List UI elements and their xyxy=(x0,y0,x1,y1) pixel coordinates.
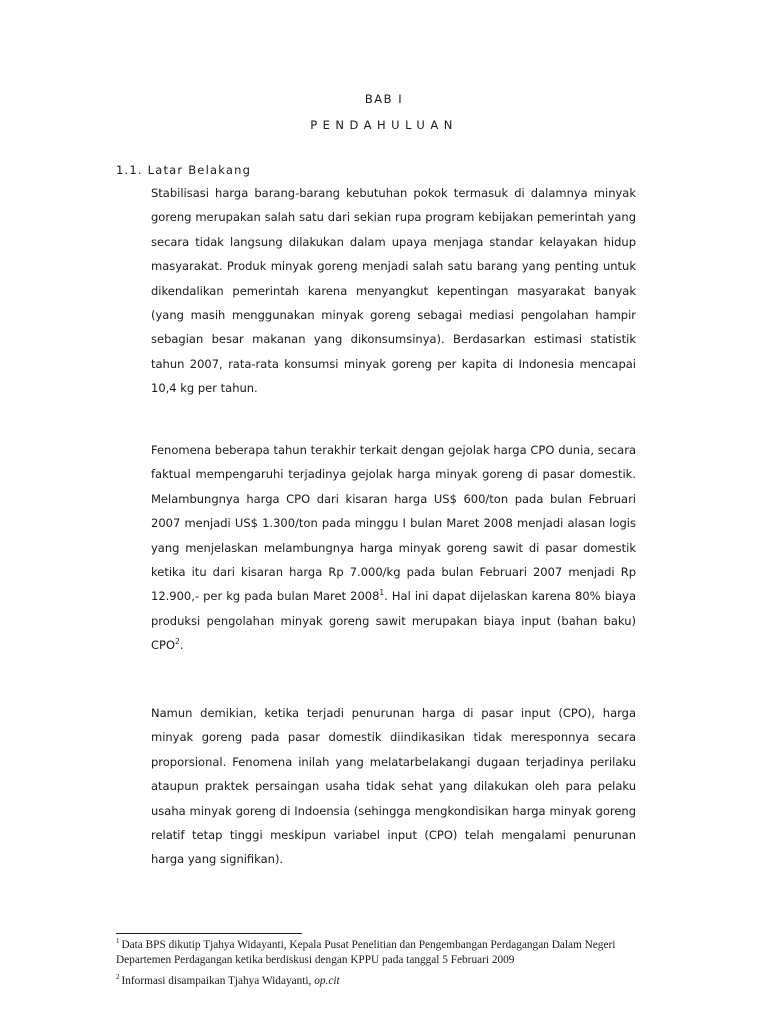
footnote-1 xyxy=(116,938,656,967)
footnote-ref-1: 1 xyxy=(379,588,385,598)
footnote-1-text: Data BPS dikutip Tjahya Widayanti, Kepala Pusat Penelitian dan Pengembangan Perdagangan Dalam Negeri Departemen Perdagangan ketika berdiskusi dengan KPPU pada tanggal 5 Februari 2009 xyxy=(116,939,616,966)
paragraph-3: Namun demikian, ketika terjadi penurunan harga di pasar input (CPO), harga minyak goreng pada pasar domestik diindikasikan tidak meresponnya secara proporsional. Fenomena inilah yang melatarbelakangi dugaan terjadinya perilaku ataupun praktek persaingan usaha tidak sehat yang dilakukan oleh para pelaku usaha minyak goreng di Indoensia (sehingga mengkondisikan harga minyak goreng relatif tetap tinggi meskipun variabel input (CPO) telah mengalami penurunan harga yang signifikan). xyxy=(151,706,636,867)
footnote-2-citation: op.cit xyxy=(314,975,340,987)
chapter-title: PENDAHULUAN xyxy=(310,118,458,132)
paragraph-2 xyxy=(151,438,636,658)
chapter-number: BAB I xyxy=(364,92,404,106)
paragraph-1: Stabilisasi harga barang-barang kebutuhan pokok termasuk di dalamnya minyak goreng merupakan salah satu dari sekian rupa program kebijakan pemerintah yang secara tidak langsung dilakukan dalam upaya menjaga standar kelayakan hidup masyarakat. Produk minyak goreng menjadi salah satu barang yang penting untuk dikendalikan pemerintah karena menyangkut kepentingan masyarakat banyak (yang masih menggunakan minyak goreng sebagai mediasi pengolahan hampir sebagian besar makanan yang dikonsumsinya). Berdasarkan estimasi statistik tahun 2007, rata-rata konsumsi minyak goreng per kapita di Indonesia mencapai 10,4 kg per tahun. xyxy=(151,186,636,396)
section-title: Latar Belakang xyxy=(147,163,252,177)
paragraph-2-part-a: Fenomena beberapa tahun terakhir terkait dengan gejolak harga CPO dunia, secara faktual mempengaruhi terjadinya gejolak harga minyak goreng di pasar domestik. Melambungnya harga CPO dari kisaran harga US$ 600/ton pada bulan Februari 2007 menjadi US$ 1.300/ton pada minggu I bulan Maret 2008 menjadi alasan logis yang menjelaskan melambungnya harga minyak goreng sawit di pasar domestik ketika itu dari kisaran harga Rp 7.000/kg pada bulan Februari 2007 menjadi Rp 12.900,- per kg pada bulan Maret 2008 xyxy=(151,443,636,604)
footnote-ref-2: 2 xyxy=(175,637,180,647)
footnote-2-mark: 2 xyxy=(116,973,120,982)
footnote-2-text: Informasi disampaikan Tjahya Widayanti, xyxy=(121,975,315,987)
footnote-divider xyxy=(116,933,302,934)
footnote-1-mark: 1 xyxy=(116,937,120,946)
section-heading xyxy=(116,163,251,177)
section-number: 1.1. xyxy=(116,163,143,177)
footnote-2 xyxy=(116,974,656,989)
paragraph-2-part-b: . Hal ini dapat dijelaskan karena 80% biaya produksi pengolahan minyak goreng sawit merupakan biaya input (bahan baku) CPO xyxy=(151,589,636,653)
paragraph-2-part-c: . xyxy=(179,638,184,653)
